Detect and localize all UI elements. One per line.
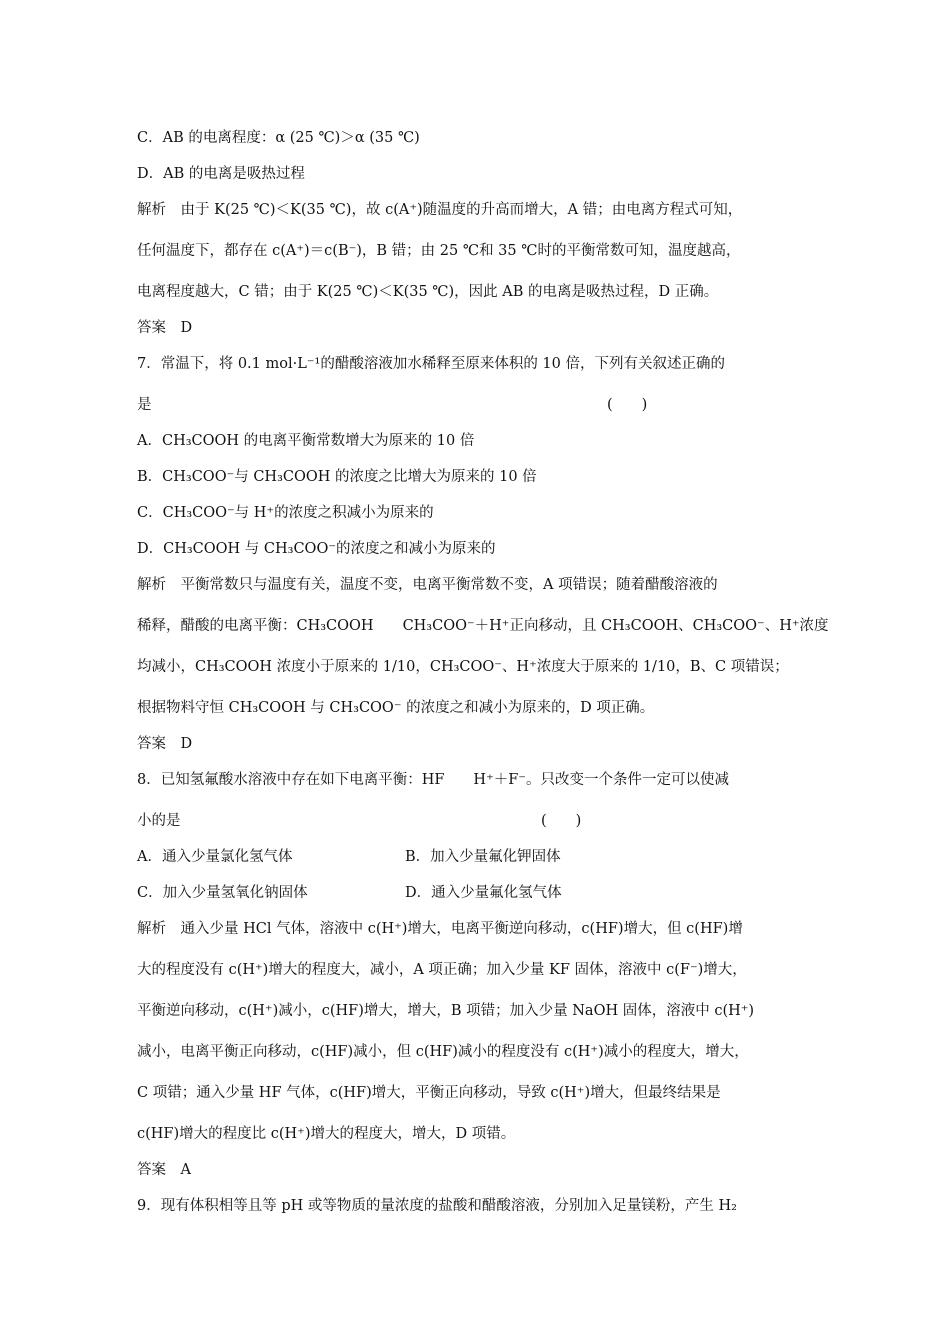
q7-stem: 7．常温下，将 0.1 mol·L⁻¹的醋酸溶液加水稀释至原来体积的 10 倍，下列有关叙述正确的 xyxy=(137,356,725,372)
q8-analysis-line: 大的程度没有 c(H⁺)增大的程度大，减小，A 项正确；加入少量 KF 固体，溶液中 c(F⁻)增大， xyxy=(137,962,747,978)
q8-option-a: A．通入少量氯化氢气体 xyxy=(137,849,293,865)
q7-analysis-line: 根据物料守恒 CH₃COOH 与 CH₃COO⁻ 的浓度之和减小为原来的，D 项正确。 xyxy=(137,700,655,716)
q8-analysis-line: c(HF)增大的程度比 c(H⁺)增大的程度大，增大，D 项错。 xyxy=(137,1126,516,1142)
q7-stem-cont xyxy=(137,395,827,415)
q6-answer: 答案 D xyxy=(137,320,193,336)
q9-stem: 9．现有体积相等且等 pH 或等物质的量浓度的盐酸和醋酸溶液，分别加入足量镁粉，产生 H₂ xyxy=(137,1198,737,1214)
q7-answer-blank: ( ) xyxy=(607,397,648,413)
q6-analysis-line: 任何温度下，都存在 c(A⁺)＝c(B⁻)，B 错；由 25 ℃和 35 ℃时的平衡常数可知，温度越高， xyxy=(137,243,741,259)
q8-analysis-line: C 项错；通入少量 HF 气体，c(HF)增大，平衡正向移动，导致 c(H⁺)增大，但最终结果是 xyxy=(137,1085,721,1101)
q8-stem-cont xyxy=(137,811,827,831)
q8-options-row xyxy=(137,847,827,867)
q8-option-c: C．加入少量氢氧化钠固体 xyxy=(137,885,308,901)
q7-option-c: C．CH₃COO⁻与 H⁺的浓度之积减小为原来的 xyxy=(137,505,434,521)
q7-analysis-line: 稀释，醋酸的电离平衡：CH₃COOH CH₃COO⁻＋H⁺正向移动，且 CH₃COOH、CH₃COO⁻、H⁺浓度 xyxy=(137,618,829,634)
q8-stem-text: 小的是 xyxy=(137,813,181,829)
q8-option-d: D．通入少量氟化氢气体 xyxy=(405,885,562,901)
q7-analysis-line: 解析 平衡常数只与温度有关，温度不变，电离平衡常数不变，A 项错误；随着醋酸溶液的 xyxy=(137,577,718,593)
q8-analysis-line: 平衡逆向移动，c(H⁺)减小，c(HF)增大，增大，B 项错；加入少量 NaOH 固体，溶液中 c(H⁺) xyxy=(137,1003,755,1019)
q7-stem-text: 是 xyxy=(137,397,152,413)
q6-option-d: D．AB 的电离是吸热过程 xyxy=(137,166,305,182)
q8-stem: 8．已知氢氟酸水溶液中存在如下电离平衡：HF H⁺＋F⁻。只改变一个条件一定可以使减 xyxy=(137,772,729,788)
q6-analysis-line: 电离程度越大，C 错；由于 K(25 ℃)＜K(35 ℃)，因此 AB 的电离是吸热过程，D 正确。 xyxy=(137,284,719,300)
q8-answer-blank: ( ) xyxy=(541,813,582,829)
q6-option-c: C．AB 的电离程度：α (25 ℃)＞α (35 ℃) xyxy=(137,130,420,146)
q7-analysis-line: 均减小，CH₃COOH 浓度小于原来的 1/10，CH₃COO⁻、H⁺浓度大于原来的 1/10，B、C 项错误； xyxy=(137,659,789,675)
q8-analysis-line: 解析 通入少量 HCl 气体，溶液中 c(H⁺)增大，电离平衡逆向移动，c(HF)增大，但 c(HF)增 xyxy=(137,921,743,937)
q7-option-a: A．CH₃COOH 的电离平衡常数增大为原来的 10 倍 xyxy=(137,433,475,449)
q6-analysis-line: 解析 由于 K(25 ℃)＜K(35 ℃)，故 c(A⁺)随温度的升高而增大，A 错；由电离方程式可知， xyxy=(137,202,743,218)
q7-option-b: B．CH₃COO⁻与 CH₃COOH 的浓度之比增大为原来的 10 倍 xyxy=(137,469,537,485)
q8-option-b: B．加入少量氟化钾固体 xyxy=(405,849,561,865)
q8-analysis-line: 减小，电离平衡正向移动，c(HF)减小，但 c(HF)减小的程度没有 c(H⁺)减小的程度大，增大， xyxy=(137,1044,749,1060)
q8-options-row xyxy=(137,883,827,903)
q7-answer: 答案 D xyxy=(137,736,193,752)
q8-answer: 答案 A xyxy=(137,1162,191,1178)
q7-option-d: D．CH₃COOH 与 CH₃COO⁻的浓度之和减小为原来的 xyxy=(137,541,496,557)
